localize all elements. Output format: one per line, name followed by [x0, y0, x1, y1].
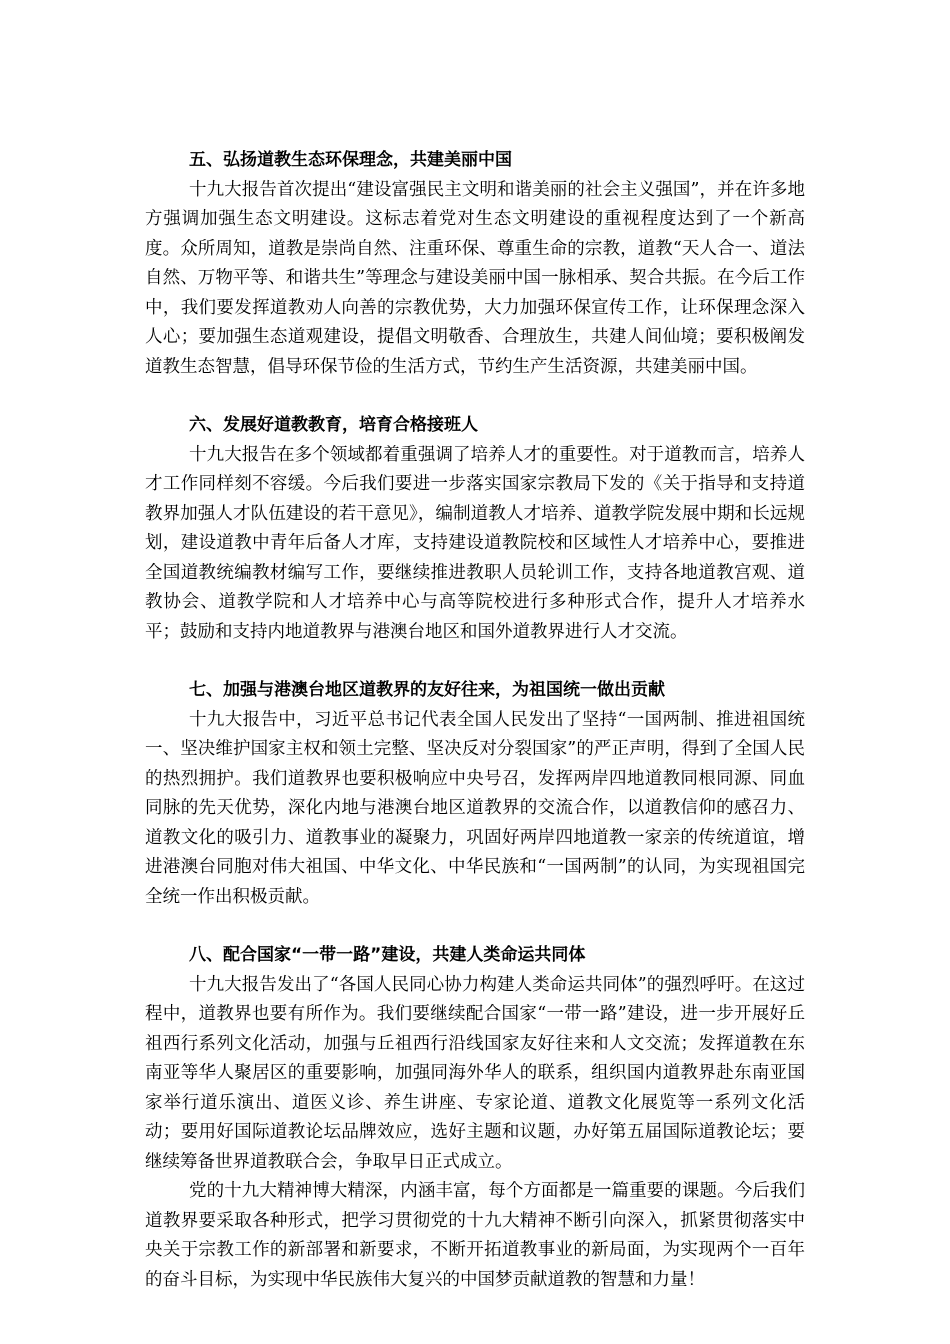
section-heading: 六、发展好道教教育，培育合格接班人: [189, 415, 478, 435]
section-heading: 八、配合国家“一带一路”建设，共建人类命运共同体: [189, 945, 586, 965]
section-paragraph: 十九大报告发出了“各国人民同心协力构建人类命运共同体”的强烈呼吁。在这过程中，道教界也要有所作为。我们要继续配合国家“一带一路”建设，进一步开展好丘祖西行系列文化活动，加强与丘祖西行沿线国家友好往来和人文交流；发挥道教在东南亚等华人聚居区的重要影响，加强同海外华人的联系，组织国内道教界赴东南亚国家举行道乐演出、道医义诊、养生讲座、专家论道、道教文化展览等一系列文化活动；要用好国际道教论坛品牌效应，选好主题和议题，办好第五届国际道教论坛；要继续筹备世界道教联合会，争取早日正式成立。: [145, 974, 805, 1172]
section-heading: 七、加强与港澳台地区道教界的友好往来，为祖国统一做出贡献: [189, 680, 665, 700]
section-5: [145, 146, 805, 382]
document-page: [145, 146, 805, 1295]
section-6: [145, 411, 805, 647]
section-7: [145, 676, 805, 912]
section-paragraph: 十九大报告中，习近平总书记代表全国人民发出了坚持“一国两制、推进祖国统一、坚决维护国家主权和领土完整、坚决反对分裂国家”的严正声明，得到了全国人民的热烈拥护。我们道教界也要积极响应中央号召，发挥两岸四地道教同根同源、同血同脉的先天优势，深化内地与港澳台地区道教界的交流合作，以道教信仰的感召力、道教文化的吸引力、道教事业的凝聚力，巩固好两岸四地道教一家亲的传统道谊，增进港澳台同胞对伟大祖国、中华文化、中华民族和“一国两制”的认同，为实现祖国完全统一作出积极贡献。: [145, 709, 805, 907]
closing-paragraph: 党的十九大精神博大精深，内涵丰富，每个方面都是一篇重要的课题。今后我们道教界要采取各种形式，把学习贯彻党的十九大精神不断引向深入，抓紧贯彻落实中央关于宗教工作的新部署和新要求，不断开拓道教事业的新局面，为实现两个一百年的奋斗目标，为实现中华民族伟大复兴的中国梦贡献道教的智慧和力量！: [145, 1181, 805, 1290]
section-paragraph: 十九大报告首次提出“建设富强民主文明和谐美丽的社会主义强国”，并在许多地方强调加强生态文明建设。这标志着党对生态文明建设的重视程度达到了一个新高度。众所周知，道教是崇尚自然、注重环保、尊重生命的宗教，道教“天人合一、道法自然、万物平等、和谐共生”等理念与建设美丽中国一脉相承、契合共振。在今后工作中，我们要发挥道教劝人向善的宗教优势，大力加强环保宣传工作，让环保理念深入人心；要加强生态道观建设，提倡文明敬香、合理放生，共建人间仙境；要积极阐发道教生态智慧，倡导环保节俭的生活方式，节约生产生活资源，共建美丽中国。: [145, 179, 805, 377]
section-paragraph: 十九大报告在多个领域都着重强调了培养人才的重要性。对于道教而言，培养人才工作同样刻不容缓。今后我们要进一步落实国家宗教局下发的《关于指导和支持道教界加强人才队伍建设的若干意见》，编制道教人才培养、道教学院发展中期和长远规划，建设道教中青年后备人才库，支持建设道教院校和区域性人才培养中心，要推进全国道教统编教材编写工作，要继续推进教职人员轮训工作，支持各地道教宫观、道教协会、道教学院和人才培养中心与高等院校进行多种形式合作，提升人才培养水平；鼓励和支持内地道教界与港澳台地区和国外道教界进行人才交流。: [145, 444, 805, 642]
section-8: [145, 941, 805, 1295]
section-heading: 五、弘扬道教生态环保理念，共建美丽中国: [189, 150, 512, 170]
